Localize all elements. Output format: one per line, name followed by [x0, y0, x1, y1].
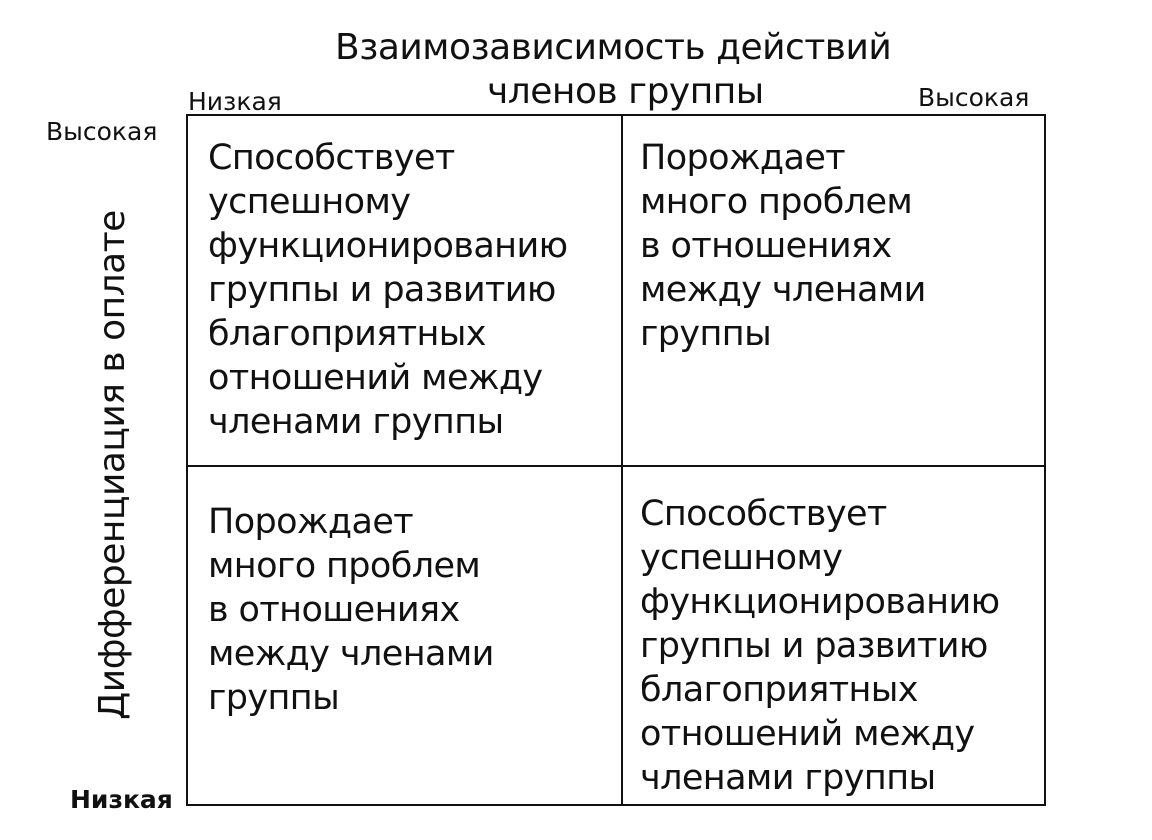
vertical-divider	[621, 116, 623, 804]
horizontal-divider	[188, 465, 1044, 467]
y-axis-low-label: Низкая	[70, 785, 173, 814]
matrix-grid	[186, 114, 1046, 806]
cell-top-left: Способствует успешному функционированию группы и развитию благоприятных отношений между членами группы	[208, 138, 568, 442]
cell-bottom-right: Способствует успешному функционированию группы и развитию благоприятных отношений между членами группы	[640, 494, 1000, 798]
diagram-title-line-2: членов группы	[487, 71, 764, 112]
x-axis-high-label: Высокая	[918, 83, 1030, 112]
x-axis-low-label: Низкая	[188, 87, 282, 116]
y-axis-title: Дифференциация в оплате	[92, 210, 133, 720]
cell-bottom-left: Порождает много проблем в отношениях между членами группы	[208, 502, 494, 718]
diagram-title-line-1: Взаимозависимость действий	[335, 27, 892, 68]
y-axis-high-label: Высокая	[46, 117, 158, 146]
cell-top-right: Порождает много проблем в отношениях между членами группы	[640, 138, 926, 354]
